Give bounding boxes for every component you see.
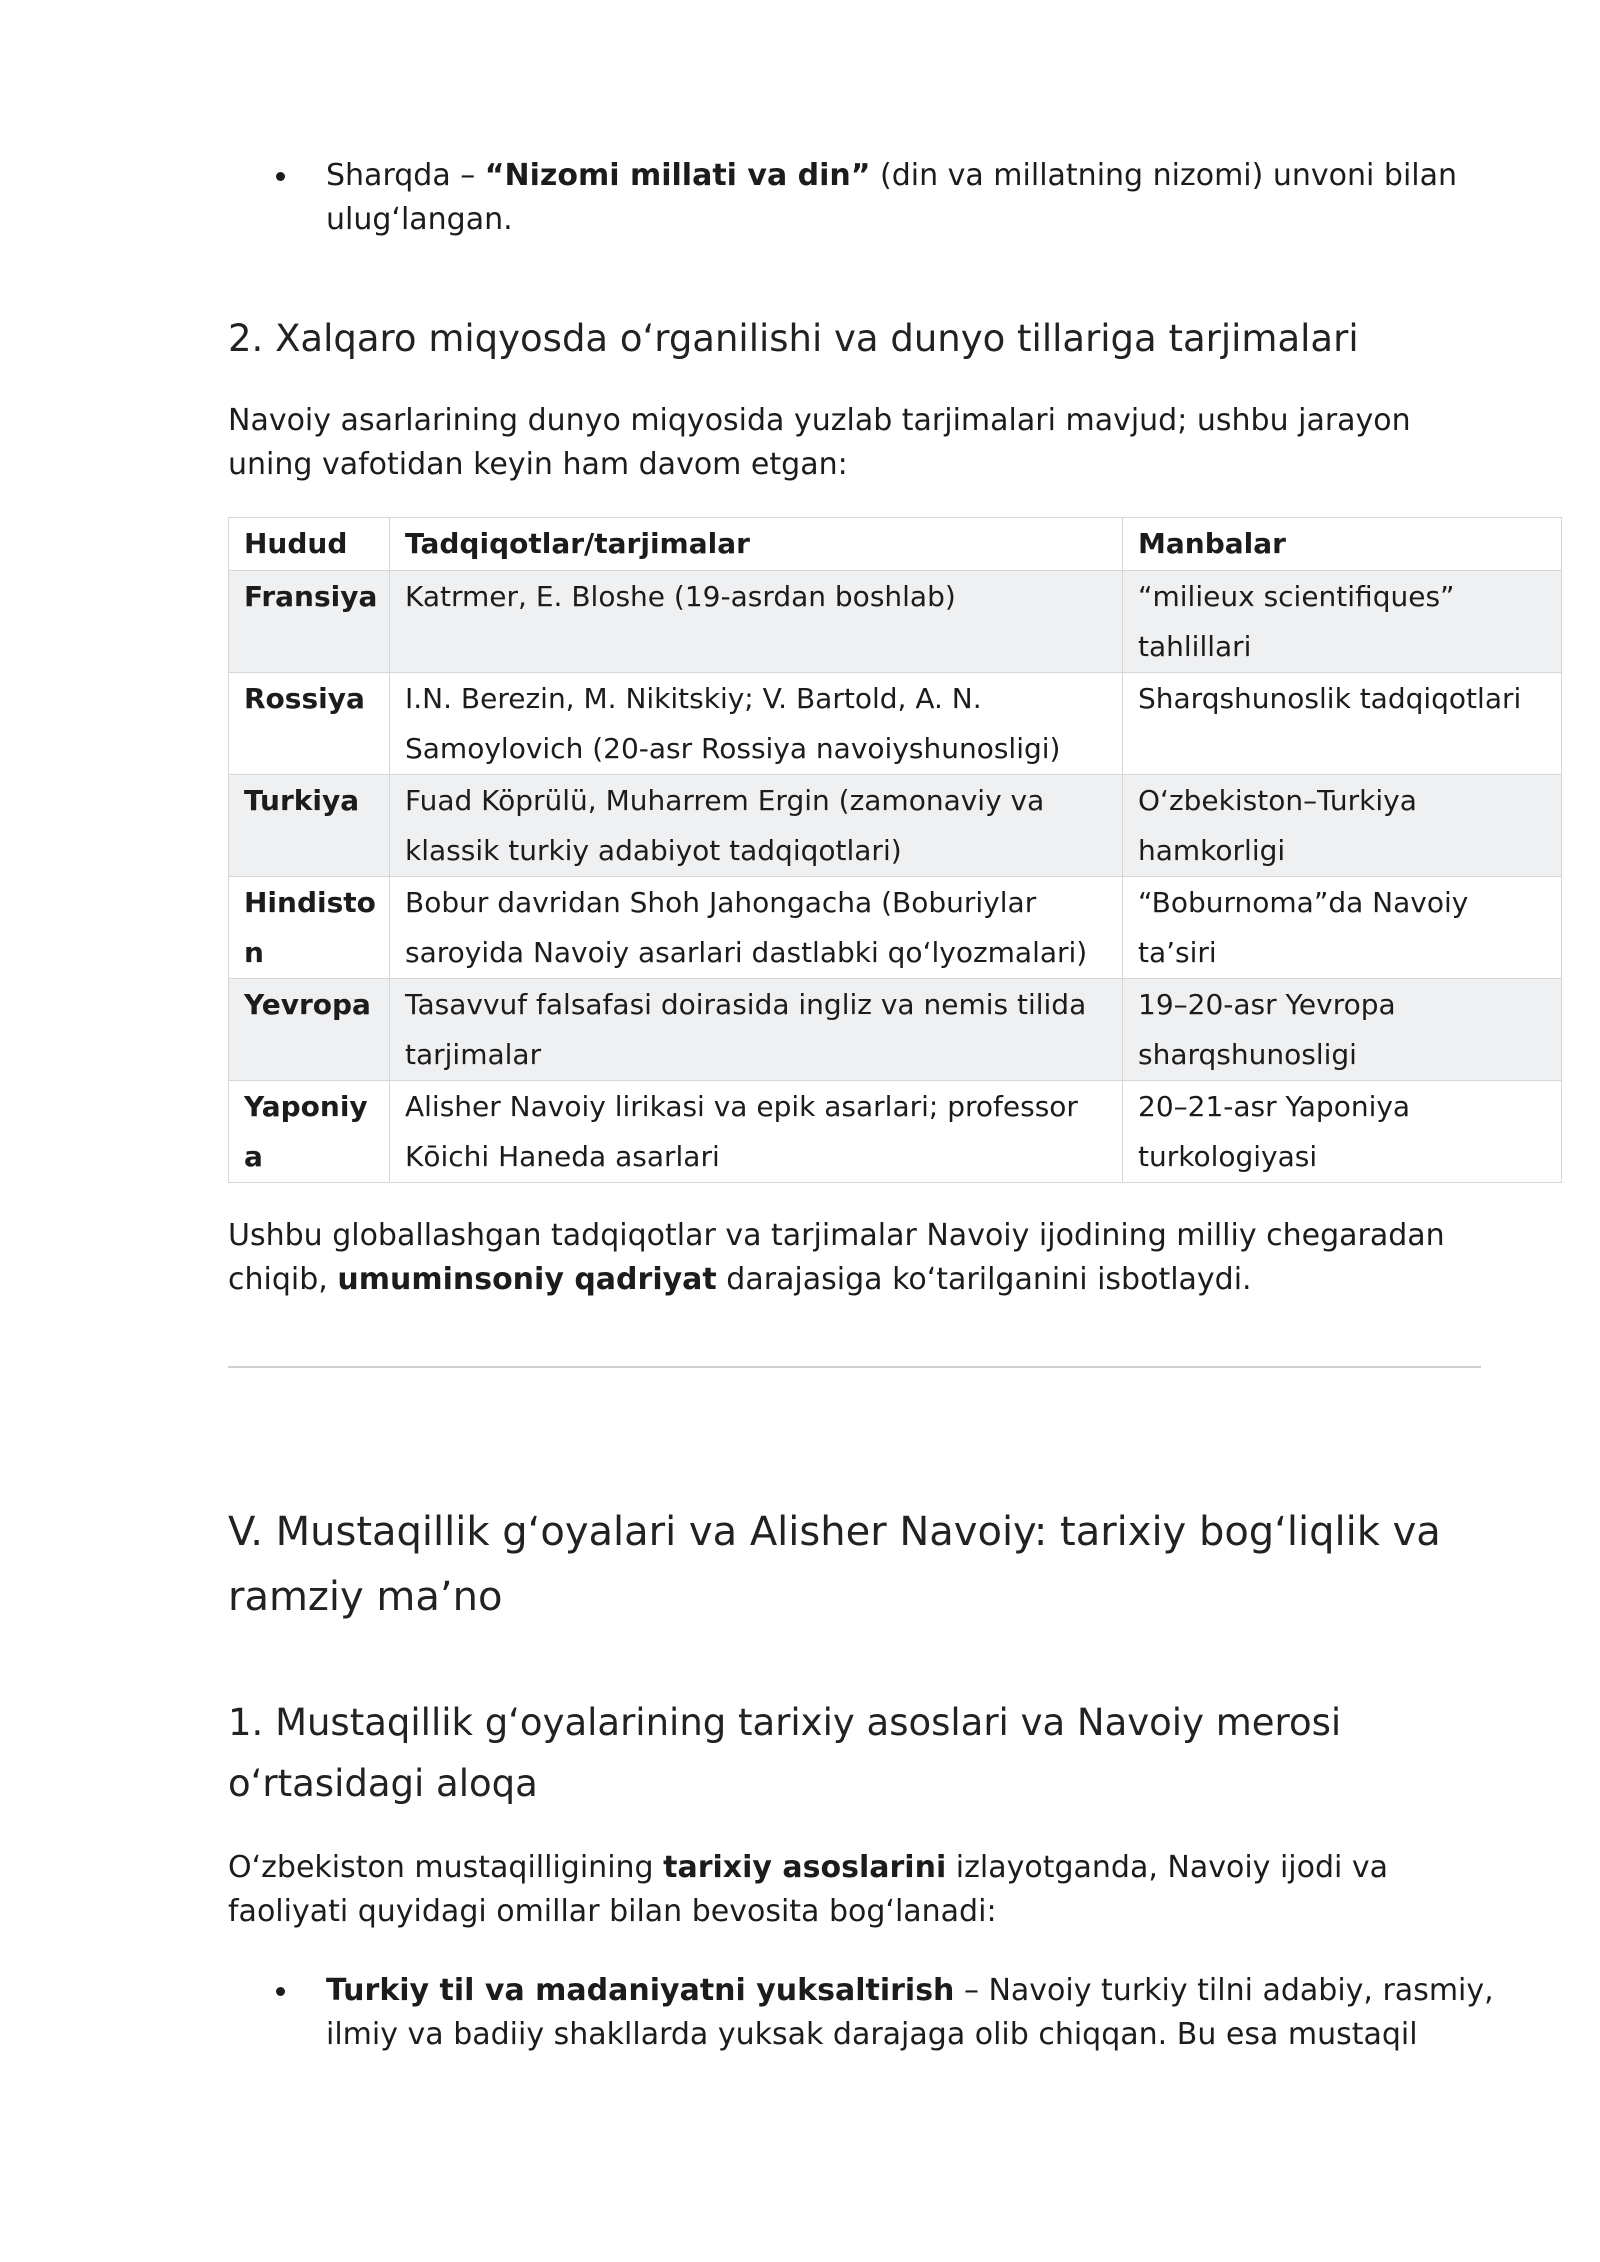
table-header-row	[229, 518, 1562, 571]
cell-region: Fransiya	[229, 571, 390, 673]
list-item-text-after: (din va millatning nizomi) unvoni bilan ulug‘langan.	[326, 158, 1458, 237]
cell-sources: 19–20-asr Yevropa sharqshunosligi	[1123, 979, 1562, 1081]
cell-sources: “milieux scientifiques” tahlillari	[1123, 571, 1562, 673]
list-item	[228, 154, 1521, 242]
summary-text-after: darajasiga ko‘tarilganini isbotlaydi.	[716, 1262, 1252, 1297]
table-row	[229, 979, 1562, 1081]
cell-sources: O‘zbekiston–Turkiya hamkorligi	[1123, 775, 1562, 877]
summary-text-before: Ushbu globallashgan tadqiqotlar va tarjimalar Navoiy ijodining milliy chegaradan chiqib,	[228, 1218, 1445, 1297]
list-item-bold: “Nizomi millati va din”	[484, 158, 871, 193]
table-row	[229, 775, 1562, 877]
section-divider	[228, 1366, 1481, 1368]
list-item-text	[326, 154, 1521, 242]
cell-studies: Katrmer, E. Bloshe (19-asrdan boshlab)	[390, 571, 1123, 673]
cell-studies: Fuad Köprülü, Muharrem Ergin (zamonaviy va klassik turkiy adabiyot tadqiqotlari)	[390, 775, 1123, 877]
intro-text-before: O‘zbekiston mustaqilligining	[228, 1850, 664, 1885]
cell-studies: Alisher Navoiy lirikasi va epik asarlari; professor Kōichi Haneda asarlari	[390, 1081, 1123, 1183]
subsection-heading: 1. Mustaqillik g‘oyalarining tarixiy asoslari va Navoiy merosi o‘rtasidagi aloqa	[228, 1701, 1342, 1805]
table-row	[229, 571, 1562, 673]
translations-table	[228, 517, 1562, 1183]
table-row	[229, 673, 1562, 775]
list-item-text-before: Sharqda –	[326, 158, 485, 193]
cell-region: Yevropa	[229, 979, 390, 1081]
list-item-text	[326, 1969, 1521, 2057]
cell-studies: Bobur davridan Shoh Jahongacha (Boburiylar saroyida Navoiy asarlari dastlabki qo‘lyozmalari)	[390, 877, 1123, 979]
column-header-sources: Manbalar	[1123, 518, 1562, 571]
table-row	[229, 877, 1562, 979]
cell-region: Rossiya	[229, 673, 390, 775]
table-row	[229, 1081, 1562, 1183]
list-item-text-after: – Navoiy turkiy tilni adabiy, rasmiy, ilmiy va badiiy shakllarda yuksak darajaga olib chiqqan. Bu esa mustaqil	[326, 1973, 1494, 2052]
bullet-icon	[276, 172, 285, 181]
cell-studies: Tasavvuf falsafasi doirasida ingliz va nemis tilida tarjimalar	[390, 979, 1123, 1081]
list-item	[228, 1969, 1521, 2057]
chapter-heading: V. Mustaqillik g‘oyalari va Alisher Navoiy: tarixiy bog‘liqlik va ramziy ma’no	[228, 1509, 1441, 1620]
summary-bold: umuminsoniy qadriyat	[337, 1262, 717, 1297]
cell-sources: 20–21-asr Yaponiya turkologiyasi	[1123, 1081, 1562, 1183]
bullet-icon	[276, 1987, 285, 1996]
column-header-region: Hudud	[229, 518, 390, 571]
cell-sources: Sharqshunoslik tadqiqotlari	[1123, 673, 1562, 775]
section-intro-paragraph: Navoiy asarlarining dunyo miqyosida yuzlab tarjimalari mavjud; ushbu jarayon uning vafotidan keyin ham davom etgan:	[228, 403, 1411, 482]
summary-paragraph	[228, 1214, 1481, 1302]
cell-sources: “Boburnoma”da Navoiy ta’siri	[1123, 877, 1562, 979]
section-heading: 2. Xalqaro miqyosda o‘rganilishi va dunyo tillariga tarjimalari	[228, 317, 1359, 360]
subsection-intro-paragraph	[228, 1846, 1481, 1934]
cell-region: Hindiston	[229, 877, 390, 979]
list-item-bold: Turkiy til va madaniyatni yuksaltirish	[326, 1973, 955, 2008]
column-header-studies: Tadqiqotlar/tarjimalar	[390, 518, 1123, 571]
cell-region: Turkiya	[229, 775, 390, 877]
intro-text-after: izlayotganda, Navoiy ijodi va faoliyati quyidagi omillar bilan bevosita bog‘lanadi:	[228, 1850, 1389, 1929]
intro-bold: tarixiy asoslarini	[663, 1850, 947, 1885]
cell-studies: I.N. Berezin, M. Nikitskiy; V. Bartold, A. N. Samoylovich (20-asr Rossiya navoiyshunosligi)	[390, 673, 1123, 775]
cell-region: Yaponiya	[229, 1081, 390, 1183]
